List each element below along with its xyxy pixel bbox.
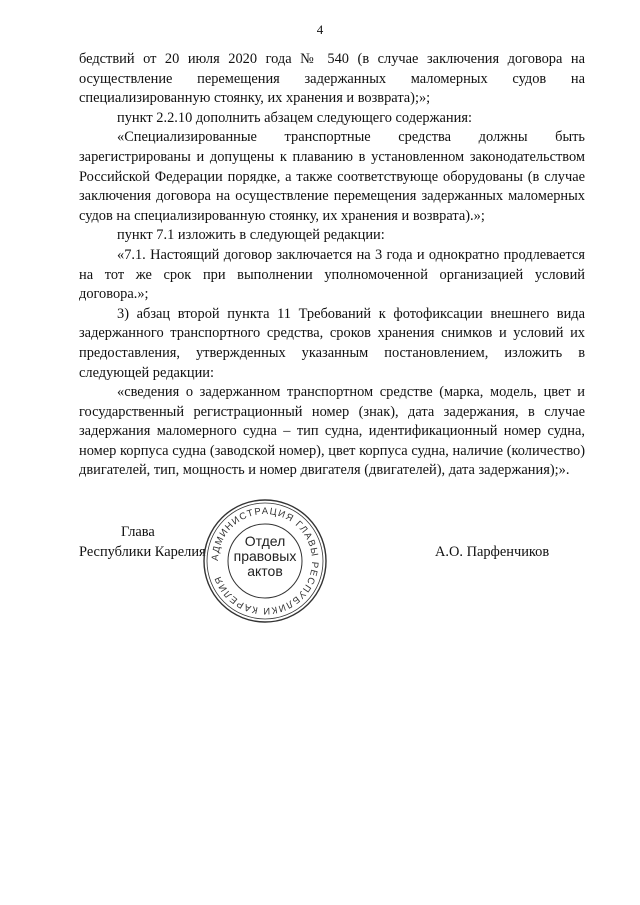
stamp-center-line1: Отдел <box>244 533 286 549</box>
paragraph-6: 3) абзац второй пункта 11 Требований к фотофиксации внешнего вида задержанного транспортного средства, сроков хранения снимков и условий их предоставления, утвержденных указанным постановлением, изложить в следующей редакции: <box>79 305 585 381</box>
stamp-center-text <box>200 534 330 579</box>
official-stamp <box>200 496 330 626</box>
paragraph-1: бедствий от 20 июля 2020 года № 540 (в случае заключения договора на осуществление перемещения задержанных маломерных судов на специализированную стоянку, их хранения и возврата);»; <box>79 51 585 107</box>
paragraph-3: «Специализированные транспортные средства должны быть зарегистрированы и допущены к плаванию в установленном законодательством Российской Федерации порядке, а также соответствующе оборудованы (в случае заключения договора на осуществление перемещения задержанных маломерных судов на специализированную стоянку, их хранения и возврата).»; <box>79 129 585 224</box>
paragraph-5: «7.1. Настоящий договор заключается на 3 года и однократно продлевается на тот же срок при выполнении уполномоченной организацией условий договора.»; <box>79 246 585 303</box>
signatory-title <box>79 523 214 562</box>
signatory-name: А.О. Парфенчиков <box>435 543 550 560</box>
signatory-title-line2: Республики Карелия <box>79 543 206 560</box>
paragraph-4: пункт 7.1 изложить в следующей редакции: <box>117 227 385 244</box>
stamp-center-line2: правовых <box>233 548 297 564</box>
paragraph-2: пункт 2.2.10 дополнить абзацем следующего содержания: <box>117 109 472 126</box>
paragraph-7: «сведения о задержанном транспортном средстве (марка, модель, цвет и государственный регистрационный номер (знак), дата задержания, в случае задержания маломерного судна – тип судна, идентификационный номер судна, номер корпуса судна (заводской номер), цвет корпуса судна, наличие (количество) двигателей, тип, мощность и номер двигателя (двигателей), дата задержания);». <box>79 384 585 479</box>
signature-block <box>0 505 640 633</box>
document-body <box>79 50 585 481</box>
signatory-title-line1: Глава <box>121 524 155 540</box>
stamp-center-line3: актов <box>247 563 283 579</box>
stamp-ring-text: АДМИНИСТРАЦИЯ ГЛАВЫ РЕСПУБЛИКИ КАРЕЛИЯ <box>209 505 321 617</box>
page-number: 4 <box>316 22 324 37</box>
